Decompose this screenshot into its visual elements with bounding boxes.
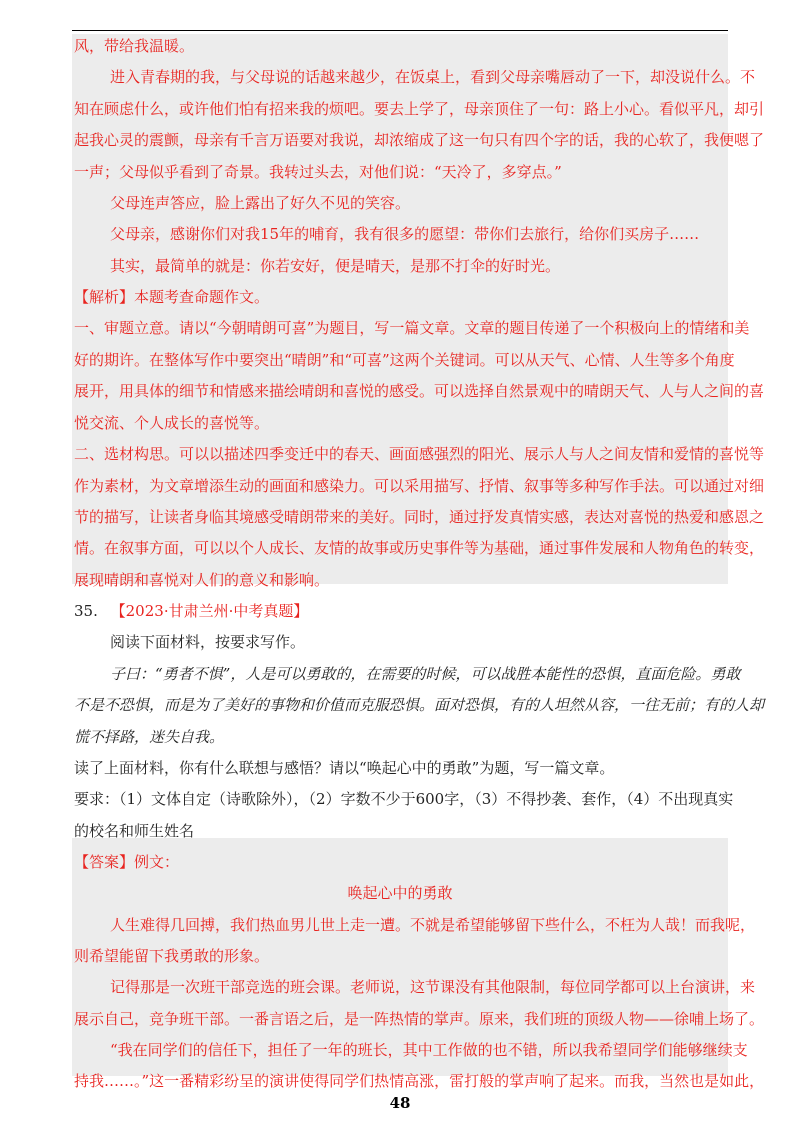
material-line: 不是不恐惧，而是为了美好的事物和价值而克服恐惧。面对恐惧，有的人坦然从容，一往无前；有的人却 (74, 696, 765, 714)
analysis-line: 悦交流、个人成长的喜悦等。 (74, 414, 270, 432)
question-instruction: 阅读下面材料，按要求写作。 (110, 633, 306, 651)
analysis-line: 一、审题立意。请以“今朝晴朗可喜”为题目，写一篇文章。文章的题目传递了一个积极向上的情绪和美 (74, 319, 750, 337)
essay-line: 一声；父母似乎看到了奇景。我转过头去，对他们说：“天冷了，多穿点。” (74, 163, 562, 181)
requirement-line: 要求：（1）文体自定（诗歌除外），（2）字数不少于600字，（3）不得抄袭、套作，（4）不出现真实 (74, 790, 734, 808)
analysis-line: 好的期许。在整体写作中要突出“晴朗”和“可喜”这两个关键词。可以从天气、心情、人生等多个角度 (74, 351, 735, 369)
top-rule (72, 30, 728, 31)
essay-line: 知在顾虑什么，或许他们怕有招来我的烦吧。要去上学了，母亲顶住了一句：路上小心。看似平凡，却引 (74, 100, 765, 118)
essay-line: 父母连声答应，脸上露出了好久不见的笑容。 (110, 194, 411, 212)
answer-line: “我在同学们的信任下，担任了一年的班长，其中工作做的也不错，所以我希望同学们能够继续支 (110, 1041, 748, 1059)
question-number: 35. (74, 602, 98, 620)
answer-line: 持我……。”这一番精彩纷呈的演讲使得同学们热情高涨，雷打般的掌声响了起来。而我，当然也是如此， (74, 1072, 765, 1090)
essay-line: 其实，最简单的就是：你若安好，便是晴天，是那不打伞的好时光。 (110, 257, 561, 275)
analysis-line: 展现晴朗和喜悦对人们的意义和影响。 (74, 571, 330, 589)
requirement-line: 的校名和师生姓名 (74, 822, 195, 840)
essay-line: 起我心灵的震颤，母亲有千言万语要对我说，却浓缩成了这一句只有四个字的话，我的心软了，我便嗯了 (74, 131, 765, 149)
analysis-line: 作为素材，为文章增添生动的画面和感染力。可以采用描写、抒情、叙事等多种写作手法。可以通过对细 (74, 477, 765, 495)
answer-line: 展示自己，竞争班干部。一番言语之后，是一阵热情的掌声。原来，我们班的顶级人物——徐哺上场了。 (74, 1010, 765, 1028)
answer-line: 则希望能留下我勇敢的形象。 (74, 947, 270, 965)
answer-title: 唤起心中的勇敢 (347, 884, 453, 902)
essay-line: 父母亲，感谢你们对我15年的哺育，我有很多的愿望：带你们去旅行，给你们买房子…… (110, 225, 700, 243)
analysis-line: 二、选材构思。可以以描述四季变迁中的春天、画面感强烈的阳光、展示人与人之间友情和爱情的喜悦等 (74, 445, 765, 463)
question-prompt: 读了上面材料，你有什么联想与感悟？请以“唤起心中的勇敢”为题，写一篇文章。 (74, 759, 615, 777)
question-source: 【2023·甘肃兰州·中考真题】 (110, 602, 309, 620)
analysis-line: 节的描写，让读者身临其境感受晴朗带来的美好。同时，通过抒发真情实感，表达对喜悦的热爱和感恩之 (74, 508, 765, 526)
question-header (0, 601, 800, 621)
answer-line: 人生难得几回搏，我们热血男儿世上走一遭。不就是希望能够留下些什么，不枉为人哉！而我呢， (110, 916, 756, 934)
page-number: 48 (389, 1094, 411, 1112)
answer-line: 记得那是一次班干部竞选的班会课。老师说，这节课没有其他限制，每位同学都可以上台演讲，来 (110, 978, 756, 996)
analysis-heading: 【解析】本题考查命题作文。 (74, 288, 270, 306)
essay-line: 风，带给我温暖。 (74, 37, 195, 55)
material-line: 慌不择路，迷失自我。 (74, 728, 225, 746)
essay-line: 进入青春期的我，与父母说的话越来越少，在饭桌上，看到父母亲嘴唇动了一下，却没说什么。不 (110, 68, 756, 86)
analysis-line: 展开，用具体的细节和情感来描绘晴朗和喜悦的感受。可以选择自然景观中的晴朗天气、人与人之间的喜 (74, 382, 765, 400)
material-line: 子曰：“勇者不惧”，人是可以勇敢的，在需要的时候，可以战胜本能性的恐惧，直面危险。勇敢 (110, 665, 741, 683)
answer-label: 【答案】例文： (74, 853, 180, 871)
analysis-line: 情。在叙事方面，可以以个人成长、友情的故事或历史事件等为基础，通过事件发展和人物角色的转变， (74, 539, 765, 557)
